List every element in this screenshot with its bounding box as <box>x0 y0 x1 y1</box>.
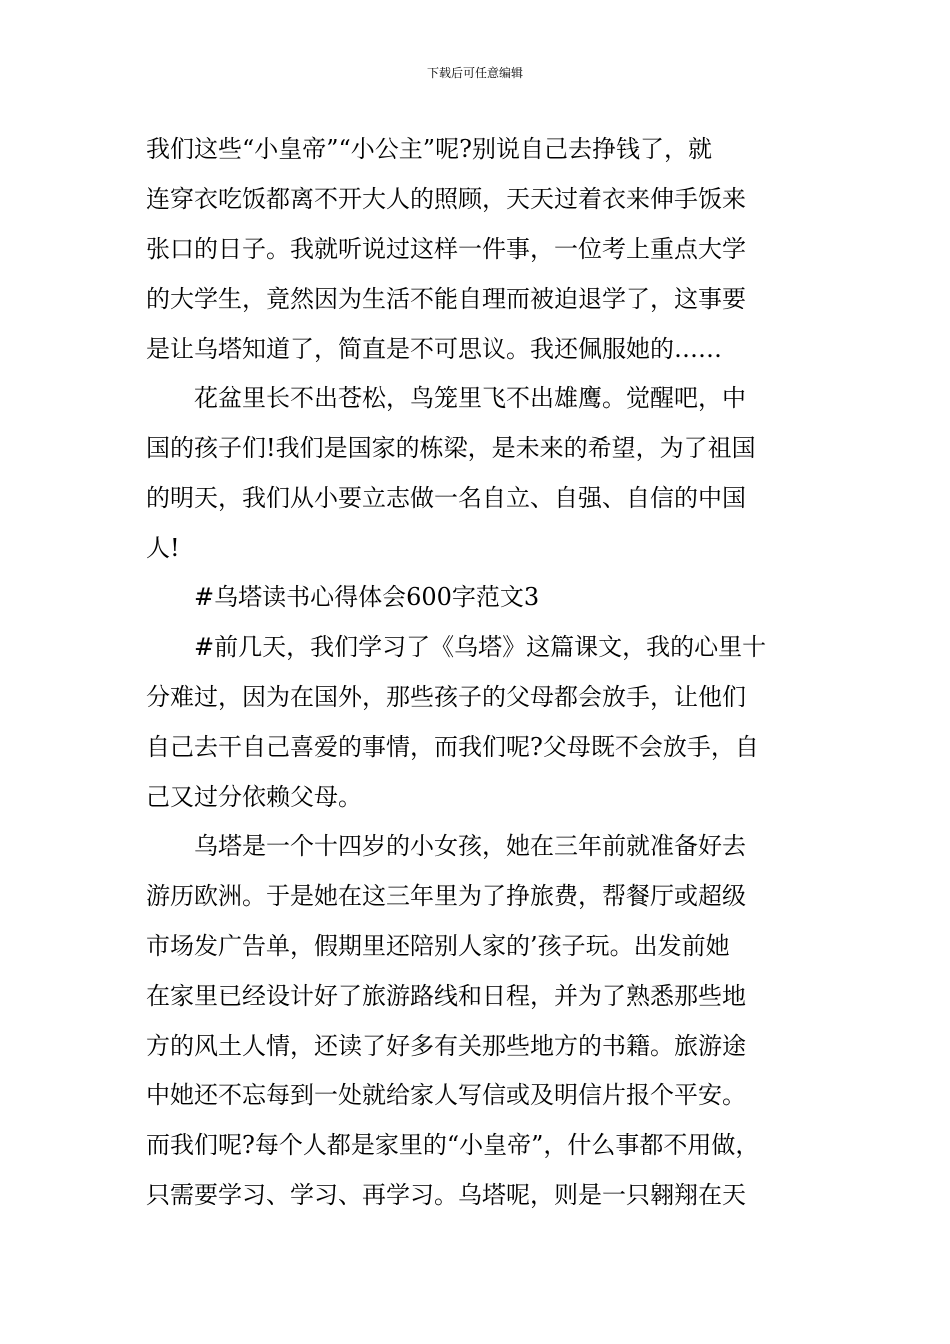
text-line: 国的孩子们!我们是国家的栋梁，是未来的希望，为了祖国 <box>146 434 756 462</box>
text-line: 自己去干自己喜爱的事情，而我们呢?父母既不会放手，自 <box>146 733 759 761</box>
text-line: 的大学生，竟然因为生活不能自理而被迫退学了，这事要 <box>146 285 746 313</box>
page-header: 下载后可任意编辑 <box>426 66 523 80</box>
text-line: 的明天，我们从小要立志做一名自立、自强、自信的中国 <box>146 484 746 512</box>
section-heading: #乌塔读书心得体会600字范文3 <box>194 583 540 611</box>
text-line: 连穿衣吃饭都离不开大人的照顾，天天过着衣来伸手饭来 <box>146 185 746 213</box>
text-line: #前几天，我们学习了《乌塔》这篇课文，我的心里十 <box>194 633 767 661</box>
text-line: 我们这些“小皇帝”“小公主”呢?别说自己去挣钱了，就 <box>146 135 712 163</box>
text-line: 人! <box>146 534 180 562</box>
text-line: 市场发广告单，假期里还陪别人家的’孩子玩。出发前她 <box>146 932 730 960</box>
text-line: 张口的日子。我就听说过这样一件事，一位考上重点大学 <box>146 235 746 263</box>
text-line: 方的风土人情，还读了好多有关那些地方的书籍。旅游途 <box>146 1032 746 1060</box>
text-line: 只需要学习、学习、再学习。乌塔呢，则是一只翱翔在天 <box>146 1181 746 1209</box>
text-line: 是让乌塔知道了，简直是不可思议。我还佩服她的…… <box>146 335 722 363</box>
text-line: 乌塔是一个十四岁的小女孩，她在三年前就准备好去 <box>194 832 746 860</box>
text-line: 中她还不忘每到一处就给家人写信或及明信片报个平安。 <box>146 1081 746 1109</box>
text-line: 游历欧洲。于是她在这三年里为了挣旅费，帮餐厅或超级 <box>146 882 746 910</box>
text-line: 分难过，因为在国外，那些孩子的父母都会放手，让他们 <box>146 683 746 711</box>
text-line: 花盆里长不出苍松，鸟笼里飞不出雄鹰。觉醒吧，中 <box>194 384 746 412</box>
text-line: 而我们呢?每个人都是家里的“小皇帝”，什么事都不用做， <box>146 1131 760 1159</box>
text-line: 己又过分依赖父母。 <box>146 783 362 811</box>
text-line: 在家里已经设计好了旅游路线和日程，并为了熟悉那些地 <box>146 982 746 1010</box>
